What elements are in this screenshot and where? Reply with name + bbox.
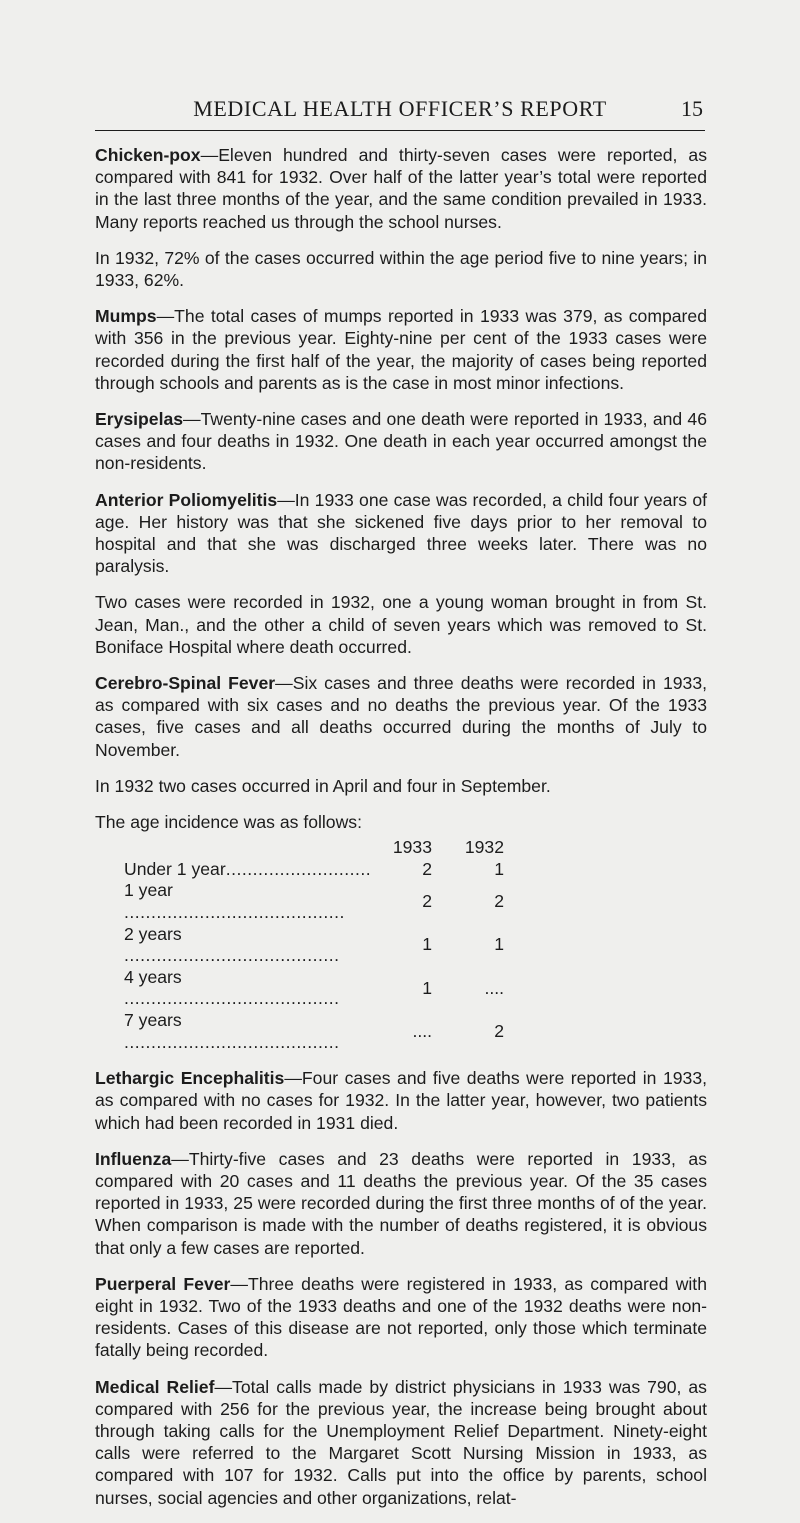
- section-heading: Erysipelas: [95, 409, 184, 430]
- paragraph-poliomyelitis: [95, 489, 707, 578]
- section-heading: Medical Relief: [95, 1376, 215, 1397]
- cell-1932: ....: [484, 977, 504, 998]
- paragraph-text: —Eleven hundred and thirty-seven cases were reported, as compared with 841 for 1932. Over half of the latter year’s total were reported in the last three months of the year, and the same condition prevailed in 1933. Many reports reached us through the school nurses.: [95, 145, 707, 232]
- paragraph-text: —Twenty-nine cases and one death were reported in 1933, and 46 cases and four deaths in 1932. One death in each year occurred amongst the non-residents.: [95, 409, 707, 474]
- leader-dots: .........................................: [124, 902, 345, 923]
- leader-dots: ........................................: [124, 945, 340, 966]
- table-row: [124, 880, 504, 923]
- paragraph-puerperal-fever: [95, 1273, 707, 1362]
- section-heading: Mumps: [95, 306, 157, 327]
- cell-1933: 1: [422, 977, 432, 998]
- paragraph-text: —Three deaths were registered in 1933, as compared with eight in 1932. Two of the 1933 deaths and one of the 1932 deaths were non-residents. Cases of this disease are not reported, only those which terminate fatally being recorded.: [95, 1273, 707, 1361]
- page-number: 15: [681, 96, 703, 121]
- report-title: MEDICAL HEALTH OFFICER’S REPORT: [193, 96, 607, 121]
- page-header: [95, 96, 705, 131]
- paragraph-influenza: [95, 1148, 707, 1259]
- row-label: 7 years: [124, 1010, 182, 1031]
- table-row: [124, 967, 504, 1010]
- paragraph-text: In 1932, 72% of the cases occurred within the age period five to nine years; in 1933, 62%.: [95, 247, 707, 291]
- paragraph-lethargic-encephalitis: [95, 1067, 707, 1134]
- leader-dots: ........................................: [124, 988, 340, 1009]
- paragraph-medical-relief: [95, 1376, 707, 1509]
- paragraph-chicken-pox-age: [95, 247, 707, 291]
- table-row: [124, 859, 504, 881]
- row-label: 2 years: [124, 923, 182, 944]
- paragraph-erysipelas: [95, 408, 707, 475]
- paragraph-text: —In 1933 one case was recorded, a child four years of age. Her history was that she sickened five days prior to her removal to hospital and that she was discharged three weeks later. There was no paralysis.: [95, 489, 707, 577]
- paragraph-text: Two cases were recorded in 1932, one a young woman brought in from St. Jean, Man., and the other a child of seven years which was removed to St. Boniface Hospital where death occurred.: [95, 592, 707, 657]
- cell-1933: ....: [412, 1020, 432, 1041]
- row-label: 4 years: [124, 966, 182, 987]
- row-label: Under 1 year: [124, 858, 226, 879]
- paragraph-cerebro-spinal-1932: [95, 775, 707, 797]
- cell-1932: 1: [494, 858, 504, 879]
- section-heading: Anterior Poliomyelitis: [95, 489, 278, 510]
- paragraph-text: —The total cases of mumps reported in 1933 was 379, as compared with 356 in the previous year. Eighty-nine per cent of the 1933 cases were recorded during the first half of the year, the majority of cases being reported through schools and parents as is the case in most minor infections.: [95, 306, 707, 393]
- paragraph-text: —Total calls made by district physicians in 1933 was 790, as compared with 256 for the previous year, the increase being brought about through taking calls for the Unemployment Relief Department. Ninety-eight calls were referred to the Margaret Scott Nursing Mission in 1933, as compared with 107 for 1932. Calls put into the office by parents, school nurses, social agencies and other organizations, relat-: [95, 1376, 707, 1508]
- leader-dots: ........................................: [124, 1031, 340, 1052]
- paragraph-cerebro-spinal: [95, 672, 707, 761]
- cell-1932: 2: [494, 1020, 504, 1041]
- section-heading: Chicken-pox: [95, 145, 201, 165]
- paragraph-mumps: [95, 305, 707, 394]
- paragraph-text: The age incidence was as follows:: [95, 812, 362, 833]
- paragraph-age-incidence: [95, 811, 707, 833]
- column-header-1933: 1933: [392, 837, 432, 858]
- paragraph-chicken-pox: [95, 144, 707, 233]
- paragraph-text: —Six cases and three deaths were recorded in 1933, as compared with six cases and no deaths the previous year. Of the 1933 cases, five cases and all deaths occurred during the months of July to November.: [95, 673, 707, 760]
- table-header-row: [124, 837, 504, 859]
- report-body: [95, 144, 707, 1523]
- section-heading: Lethargic Encephalitis: [95, 1068, 285, 1089]
- age-incidence-table: [124, 837, 504, 1053]
- cell-1933: 2: [422, 858, 432, 879]
- section-heading: Puerperal Fever: [95, 1273, 231, 1294]
- section-heading: Cerebro-Spinal Fever: [95, 673, 276, 694]
- table-row: [124, 924, 504, 967]
- column-header-1932: 1932: [464, 837, 504, 858]
- paragraph-poliomyelitis-1932: [95, 591, 707, 658]
- paragraph-text: —Four cases and five deaths were reported in 1933, as compared with no cases for 1932. In the latter year, however, two patients which had been recorded in 1931 died.: [95, 1068, 707, 1133]
- cell-1932: 1: [494, 934, 504, 955]
- table-row: [124, 1010, 504, 1053]
- row-label: 1 year: [124, 880, 173, 901]
- cell-1933: 1: [422, 934, 432, 955]
- paragraph-text: —Thirty-five cases and 23 deaths were reported in 1933, as compared with 20 cases and 11 deaths the previous year. Of the 35 cases reported in 1933, 25 were recorded during the first three months of of the year. When comparison is made with the number of deaths registered, it is obvious that only a few cases are reported.: [95, 1148, 707, 1258]
- paragraph-text: In 1932 two cases occurred in April and four in September.: [95, 775, 551, 796]
- cell-1932: 2: [494, 891, 504, 912]
- leader-dots: ...........................: [225, 858, 372, 879]
- cell-1933: 2: [422, 891, 432, 912]
- section-heading: Influenza: [95, 1148, 172, 1169]
